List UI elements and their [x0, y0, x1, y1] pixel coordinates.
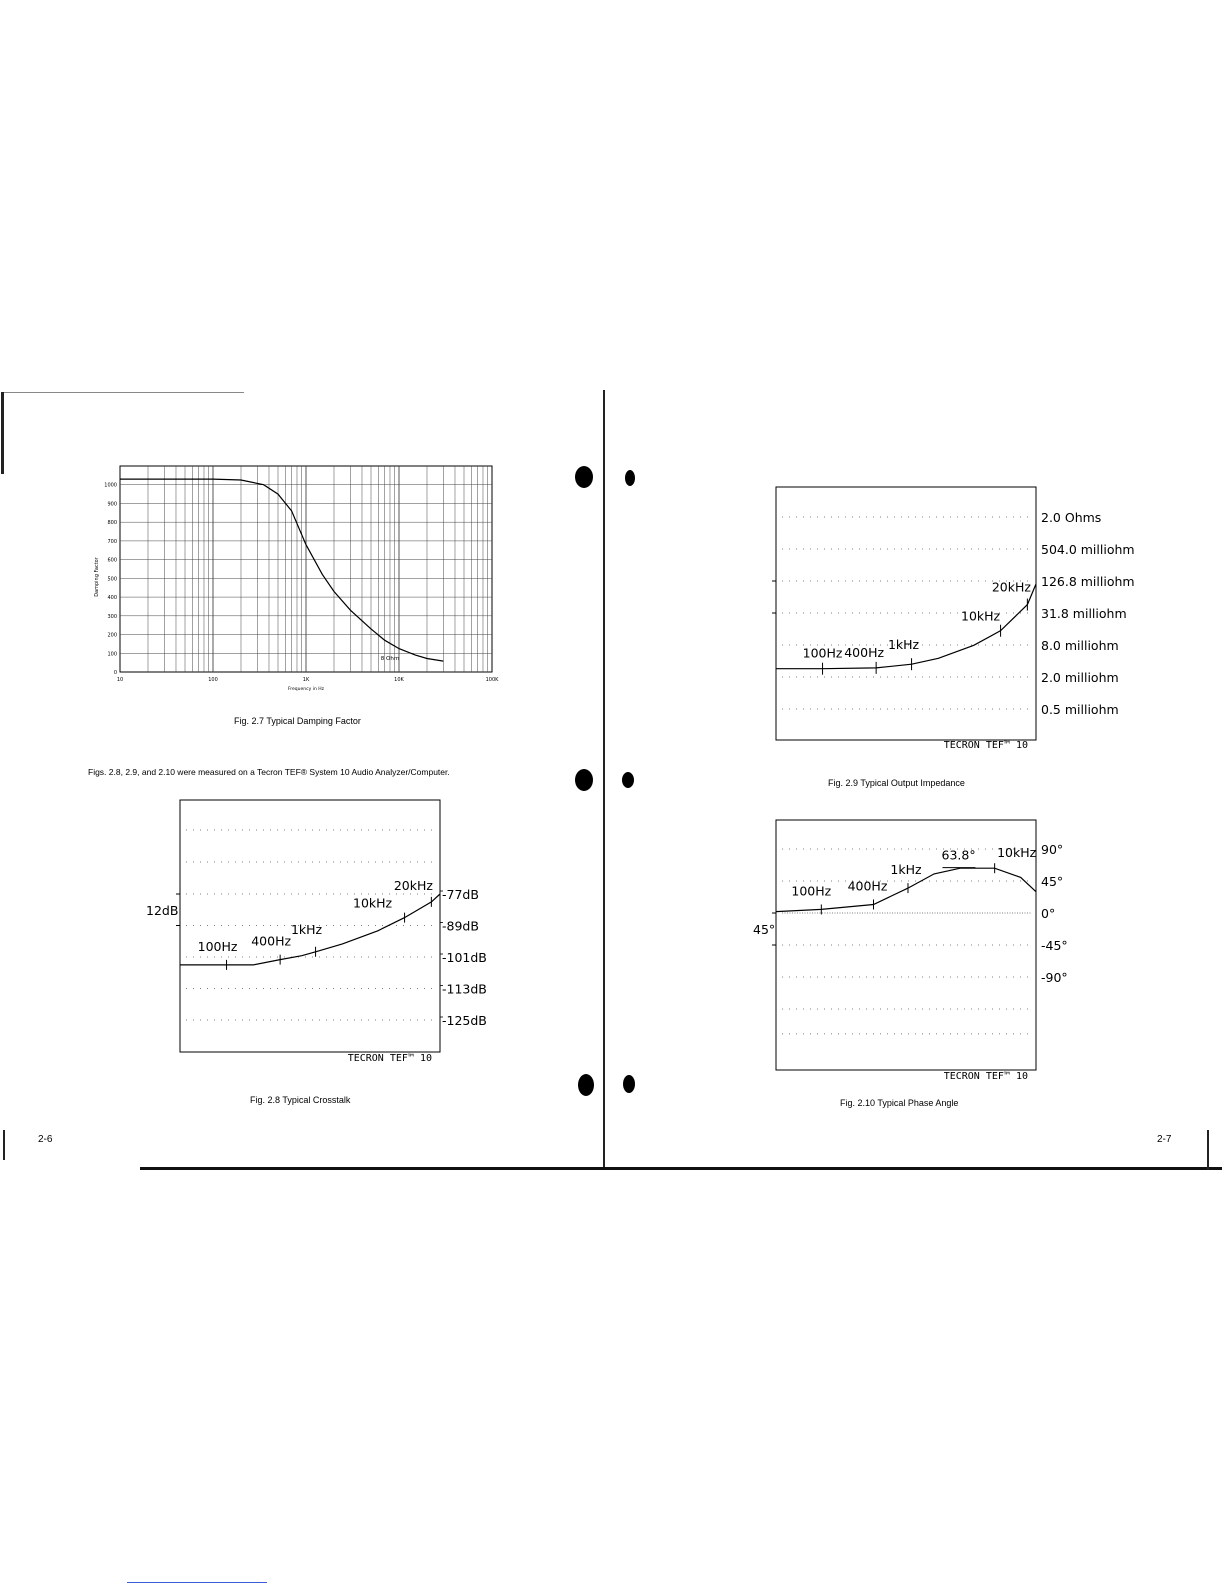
- tecron-brand-label: TECRON TEF™ 10: [943, 740, 1028, 751]
- binder-hole: [623, 1075, 635, 1093]
- frequency-marker-label: 100Hz: [791, 883, 832, 899]
- y-tick-label: 600: [107, 557, 117, 564]
- y-tick-label: 126.8 milliohm: [1041, 574, 1135, 589]
- y-tick-label: -101dB: [442, 950, 487, 965]
- frequency-marker-label: 1kHz: [890, 862, 922, 878]
- y-tick-label: 200: [107, 632, 117, 639]
- fig210-caption: Fig. 2.10 Typical Phase Angle: [840, 1098, 959, 1108]
- x-tick-label: 10: [116, 677, 124, 683]
- y-tick-label: 2.0 milliohm: [1041, 670, 1119, 685]
- y-tick-label: -90°: [1041, 970, 1068, 985]
- tecron-brand-label: TECRON TEF™ 10: [347, 1053, 432, 1064]
- fig27-caption: Fig. 2.7 Typical Damping Factor: [234, 716, 361, 726]
- frequency-marker-label: 400Hz: [847, 878, 888, 894]
- y-tick-label: 700: [107, 538, 117, 545]
- frequency-marker-label: 10kHz: [353, 895, 393, 911]
- y-tick-label: -77dB: [442, 887, 479, 902]
- y-tick-label: 90°: [1041, 842, 1064, 857]
- x-tick-label: 100K: [485, 677, 499, 683]
- y-tick-label: 500: [107, 576, 117, 583]
- left-page-top-rule: [4, 392, 244, 393]
- fig29-caption: Fig. 2.9 Typical Output Impedance: [828, 778, 965, 788]
- measurement-note: Figs. 2.8, 2.9, and 2.10 were measured on a Tecron TEF® System 10 Audio Analyzer/Computer.: [88, 767, 450, 777]
- y-tick-label: 2.0 Ohms: [1041, 510, 1102, 525]
- y-tick-label: -89dB: [442, 918, 479, 934]
- frequency-marker-label: 100Hz: [197, 938, 238, 954]
- frequency-marker-label: 10kHz: [997, 845, 1037, 861]
- y-tick-label: 100: [107, 651, 117, 658]
- x-tick-label: 10K: [394, 677, 404, 683]
- fig28-caption: Fig. 2.8 Typical Crosstalk: [250, 1095, 351, 1105]
- y-tick-label: 45°: [1041, 874, 1064, 889]
- y-tick-label: 0: [113, 670, 117, 676]
- y-tick-label: 504.0 milliohm: [1041, 542, 1135, 557]
- y-tick-label: 900: [107, 501, 117, 508]
- crosstalk-chart: [140, 795, 510, 1065]
- x-tick-label: 1K: [302, 677, 310, 683]
- y-tick-label: 1000: [104, 482, 117, 489]
- y-tick-label: 8.0 milliohm: [1041, 638, 1119, 653]
- left-page-number: 2-6: [38, 1134, 53, 1145]
- spine-line: [603, 390, 605, 1170]
- binder-hole: [575, 466, 593, 488]
- peak-phase-label: 63.8°: [941, 847, 976, 863]
- left-page-edge-bottom: [3, 1130, 5, 1160]
- binder-hole: [622, 772, 634, 788]
- frequency-marker-label: 20kHz: [393, 877, 433, 893]
- frequency-marker-label: 1kHz: [290, 921, 323, 937]
- binder-hole: [575, 769, 593, 791]
- y-tick-label: -113dB: [442, 981, 487, 997]
- y-tick-label: 300: [107, 613, 117, 620]
- x-tick-label: 100: [208, 677, 218, 683]
- y-tick-label: 31.8 milliohm: [1041, 606, 1127, 621]
- y-tick-label: 0.5 milliohm: [1041, 702, 1119, 717]
- y-tick-label: -45°: [1041, 938, 1068, 953]
- scale-marker-label: 45°: [753, 922, 776, 937]
- y-tick-label: 400: [107, 595, 117, 602]
- tecron-brand-label: TECRON TEF™ 10: [943, 1071, 1028, 1082]
- frequency-marker-label: 400Hz: [251, 933, 292, 949]
- right-page-edge: [1207, 1130, 1209, 1170]
- binder-hole: [578, 1074, 594, 1096]
- right-page-number: 2-7: [1157, 1134, 1172, 1145]
- left-page-edge: [1, 392, 4, 474]
- frequency-marker-label: 1kHz: [887, 637, 920, 653]
- bottom-rule: [140, 1167, 1222, 1170]
- y-tick-label: 800: [107, 520, 117, 527]
- curve-annotation: 8 Ohm: [380, 656, 400, 663]
- scale-marker-label: 12dB: [146, 902, 179, 918]
- x-axis-label: Frequency in Hz: [288, 687, 324, 692]
- y-tick-label: 0°: [1041, 906, 1056, 921]
- damping-factor-chart: [80, 460, 520, 700]
- phase-angle-chart: [745, 815, 1085, 1090]
- y-tick-label: -125dB: [442, 1013, 487, 1028]
- y-axis-label: Damping Factor: [94, 557, 100, 597]
- output-impedance-chart: [760, 480, 1170, 755]
- frequency-marker-label: 10kHz: [961, 608, 1001, 624]
- frequency-marker-label: 20kHz: [991, 579, 1031, 595]
- frequency-marker-label: 100Hz: [802, 645, 843, 661]
- bottom-link-line: [127, 1582, 267, 1583]
- frequency-marker-label: 400Hz: [844, 644, 885, 660]
- binder-hole: [625, 470, 635, 486]
